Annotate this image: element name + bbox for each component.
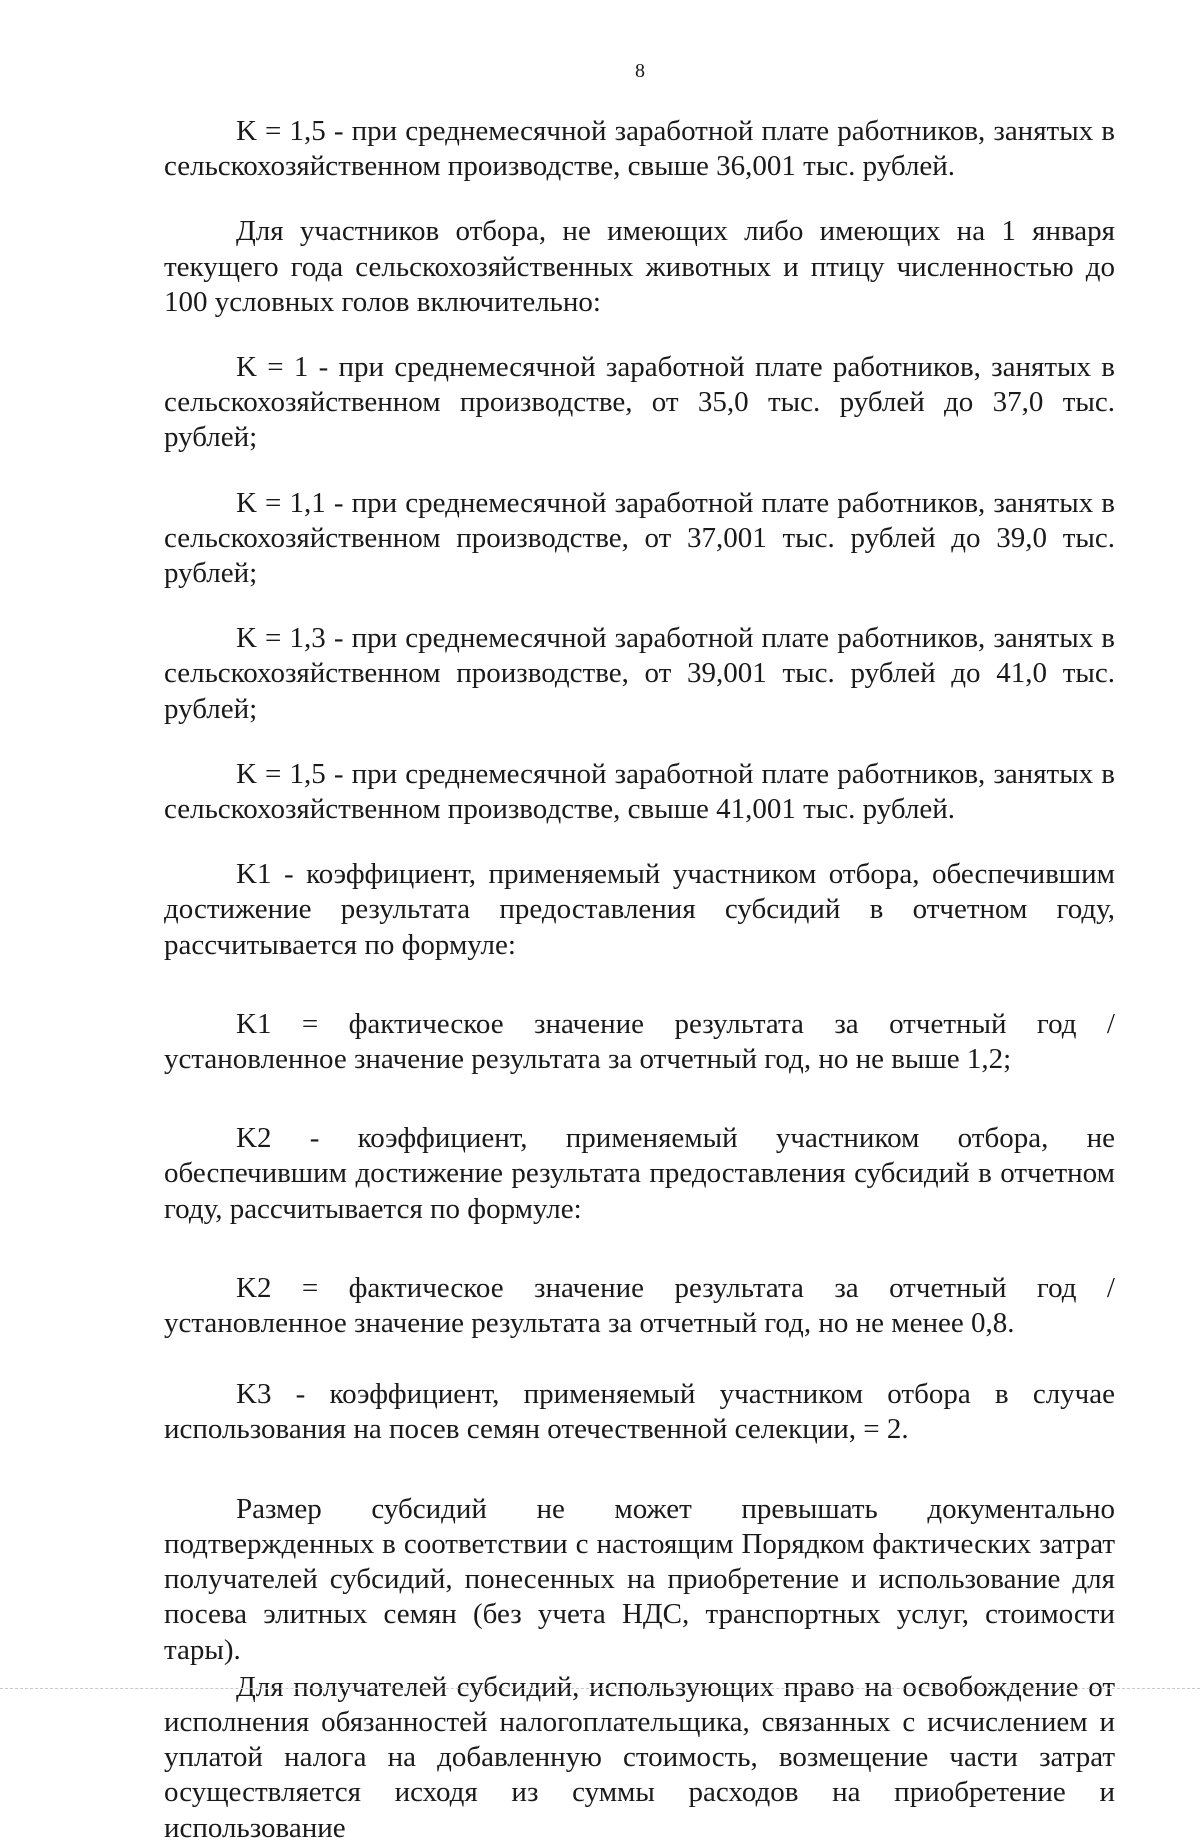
paragraph-k-1-3: K = 1,3 - при среднемесячной заработной плате работников, занятых в сельскохозяйственном производстве, от 39,001 тыс. рублей до 41,0 тыс. рублей; [164, 622, 1115, 725]
paragraph-k1-definition: K1 - коэффициент, применяемый участником отбора, обеспечившим достижение результата предоставления субсидий в отчетном году, рассчитывается по формуле: [164, 858, 1115, 961]
paragraph-k-1-5-previous-group: K = 1,5 - при среднемесячной заработной плате работников, занятых в сельскохозяйственном производстве, свыше 36,001 тыс. рублей. [164, 115, 1115, 183]
page-number: 8 [635, 60, 645, 82]
paragraph-k2-definition: K2 - коэффициент, применяемый участником отбора, не обеспечившим достижение результата предоставления субсидий в отчетном году, рассчитывается по формуле: [164, 1122, 1115, 1225]
paragraph-k2-formula: K2 = фактическое значение результата за отчетный год / установленное значение результата за отчетный год, но не менее 0,8. [164, 1271, 1115, 1340]
paragraph-k3-definition: K3 - коэффициент, применяемый участником отбора в случае использования на посев семян отечественной селекции, = 2. [164, 1378, 1115, 1446]
scan-edge-line [0, 1688, 1200, 1689]
paragraph-k-1: K = 1 - при среднемесячной заработной плате работников, занятых в сельскохозяйственном производстве, от 35,0 тыс. рублей до 37,0 тыс. рублей; [164, 351, 1115, 454]
document-body [164, 114, 1115, 1846]
paragraph-vat-exempt-recipients: Для получателей субсидий, использующих право на освобождение от исполнения обязанностей налогоплательщика, связанных с исчислением и уплатой налога на добавленную стоимость, возмещение части затрат осуществляется исходя из суммы расходов на приобретение и использование [164, 1670, 1115, 1844]
paragraph-k-1-5: K = 1,5 - при среднемесячной заработной плате работников, занятых в сельскохозяйственном производстве, свыше 41,001 тыс. рублей. [164, 757, 1115, 826]
paragraph-k-1-1: K = 1,1 - при среднемесячной заработной плате работников, занятых в сельскохозяйственном производстве, от 37,001 тыс. рублей до 39,0 тыс. рублей; [164, 486, 1115, 590]
paragraph-subsidy-limit: Размер субсидий не может превышать документально подтвержденных в соответствии с настоящим Порядком фактических затрат получателей субсидий, понесенных на приобретение и использование для посева элитных семян (без учета НДС, транспортных услуг, стоимости тары). [164, 1492, 1115, 1666]
paragraph-k1-formula: K1 = фактическое значение результата за отчетный год / установленное значение результата за отчетный год, но не выше 1,2; [164, 1007, 1115, 1076]
paragraph-small-participants-intro: Для участников отбора, не имеющих либо имеющих на 1 января текущего года сельскохозяйственных животных и птицу численностью до 100 условных голов включительно: [164, 215, 1115, 318]
